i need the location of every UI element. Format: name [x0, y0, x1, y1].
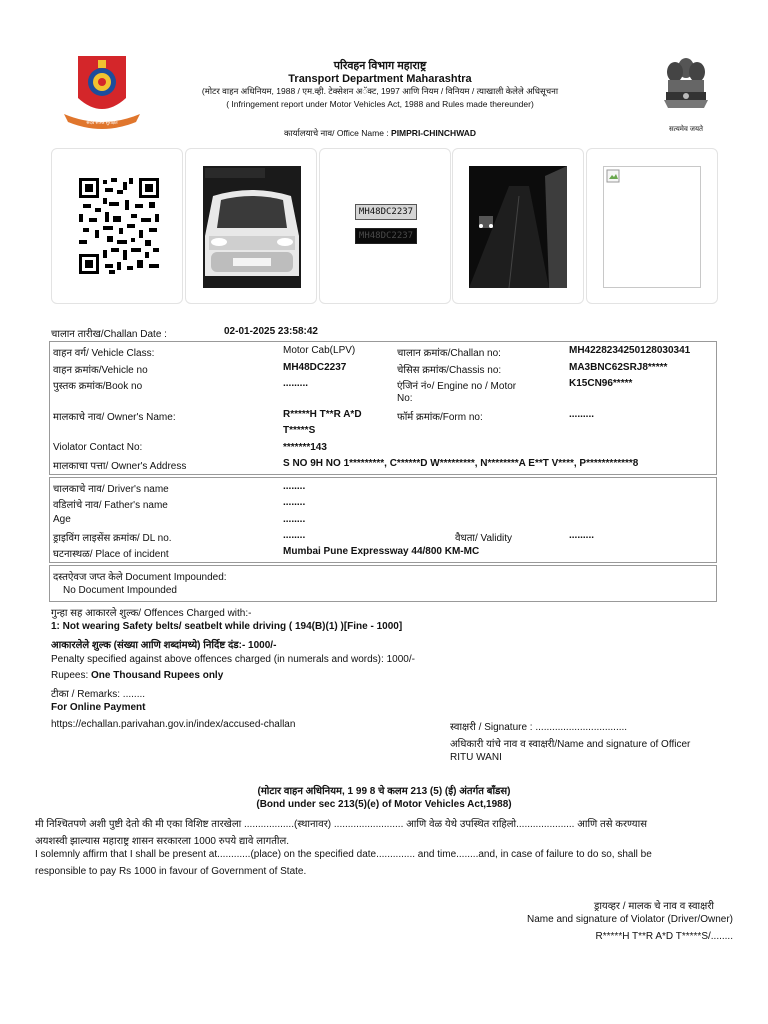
bond-line-2: अयशस्वी झाल्यास महाराष्ट्र शासन सरकारला 1000 रुपये द्यावे लागतील.	[35, 836, 290, 847]
owner-name-value: R*****H T**R A*D	[283, 409, 362, 420]
fee-marathi: आकारलेले शुल्क (संख्या आणि शब्दांमध्ये) निर्दिष्ट दंड:- 1000/-	[51, 640, 277, 651]
father-name-label: वडिलांचे नाव/ Father's name	[53, 500, 168, 511]
documents-value: No Document Impounded	[63, 585, 177, 596]
owner-name-label: मालकाचे नाव/ Owner's Name:	[53, 412, 176, 423]
broken-image-icon	[606, 169, 620, 183]
vehicle-photo-card	[185, 148, 317, 304]
bond-line-1: मी निश्चितपणे अशी पुष्टी देतो की मी एका विशिष्ट तारखेला ..................(स्थानावर) ......................... आणि वेळ येथे उपस्थित राहिलो..................... आणि तसे करण्यास	[35, 819, 647, 830]
form-no-label: फॉर्म क्रमांक/Form no:	[397, 412, 483, 423]
violator-label-english: Name and signature of Violator (Driver/Owner)	[526, 914, 733, 925]
engine-label: एंजिनं नं०/ Engine no / Motor	[397, 381, 517, 392]
qr-card	[51, 148, 183, 304]
owner-name-value-cont: T*****S	[283, 425, 316, 436]
rupees-label: Rupees:	[51, 670, 89, 681]
vehicle-details-box	[49, 341, 717, 475]
rupees-line	[51, 670, 223, 681]
plate-image-dark: MH48DC2237	[355, 228, 417, 244]
driver-name-label: चालकाचे नाव/ Driver's name	[53, 484, 169, 495]
officer-name-value: RITU WANI	[450, 752, 502, 763]
offences-label: गुन्हा सह आकारले शुल्क/ Offences Charged with:-	[51, 608, 252, 619]
vehicle-class-label: वाहन वर्ग/ Vehicle Class:	[53, 348, 155, 359]
engine-value: K15CN96*****	[569, 378, 633, 389]
vehicle-no-value: MH48DC2237	[283, 362, 347, 373]
place-label: घटनास्थळ/ Place of incident	[53, 549, 169, 560]
bond-line-4: responsible to pay Rs 1000 in favour of Government of State.	[35, 866, 307, 877]
office-line	[150, 128, 610, 139]
officer-name-label: अधिकारी यांचे नाव व स्वाक्षरी/Name and signature of Officer	[450, 739, 691, 750]
chassis-value: MA3BNC62SRJ8*****	[569, 362, 668, 373]
address-value: S NO 9H NO 1*********, C******D W*********, N********A E**T V****, P************8	[283, 458, 639, 469]
dept-logo-text: सदैव सज्ज सुरक्षित	[86, 120, 118, 125]
online-payment-link[interactable]: https://echallan.parivahan.gov.in/index/accused-challan	[51, 719, 296, 730]
road-photo	[469, 166, 567, 288]
subtitle-english: ( Infringement report under Motor Vehicles Act, 1988 and Rules made thereunder)	[226, 99, 534, 109]
penalty-text: Penalty specified against above offences charged (in numerals and words): 1000/-	[51, 654, 415, 665]
plate-card	[319, 148, 451, 304]
qr-code	[79, 178, 159, 274]
documents-label: दस्तऐवज जप्त केले Document Impounded:	[53, 572, 227, 583]
bond-title-english: (Bond under sec 213(5)(e) of Motor Vehicles Act,1988)	[256, 799, 512, 810]
department-logo	[60, 52, 144, 130]
remarks-text: टीका / Remarks: ........	[51, 689, 146, 700]
offence-item: 1: Not wearing Safety belts/ seatbelt while driving ( 194(B)(1) )[Fine - 1000]	[51, 621, 403, 632]
validity-value: .........	[569, 530, 595, 541]
vehicle-no-label: वाहन क्रमांक/Vehicle no	[53, 365, 148, 376]
online-payment-label: For Online Payment	[51, 702, 146, 713]
chassis-label: चेसिस क्रमांक/Chassis no:	[397, 365, 502, 376]
title-marathi: परिवहन विभाग महाराष्ट्र	[333, 60, 427, 72]
vehicle-photo	[203, 166, 301, 288]
national-emblem	[656, 50, 716, 134]
contact-value: *******143	[283, 442, 327, 453]
rupees-value: One Thousand Rupees only	[91, 670, 224, 681]
address-label: मालकाचा पत्ता/ Owner's Address	[53, 461, 187, 472]
emblem-motto: सत्यमेव जयते	[668, 126, 704, 133]
place-value: Mumbai Pune Expressway 44/800 KM-MC	[283, 546, 480, 557]
dl-value: ........	[283, 530, 306, 541]
form-no-value: .........	[569, 409, 595, 420]
father-name-value: ........	[283, 497, 306, 508]
challan-date-value: 02-01-2025 23:58:42	[224, 326, 318, 337]
plate-image-clear: MH48DC2237	[355, 204, 417, 220]
vehicle-class-value: Motor Cab(LPV)	[283, 345, 356, 356]
driver-name-value: ........	[283, 481, 306, 492]
contact-label: Violator Contact No:	[53, 442, 143, 453]
validity-label: वैधता/ Validity	[455, 533, 513, 544]
missing-image-card	[586, 148, 718, 304]
challan-no-label: चालान क्रमांक/Challan no:	[397, 348, 501, 359]
documents-box	[49, 565, 717, 602]
violator-label-marathi: ड्रायव्हर / मालक चे नाव व स्वाक्षरी	[593, 901, 714, 912]
broken-image-placeholder	[603, 166, 701, 288]
bond-line-3: I solemnly affirm that I shall be present at............(place) on the specified date.............. and time........and, in case of failure to do so, shall be	[35, 849, 652, 860]
age-label: Age	[53, 514, 71, 525]
driver-details-box	[49, 477, 717, 563]
title-english: Transport Department Maharashtra	[288, 73, 472, 85]
age-value: ........	[283, 514, 306, 525]
office-name: PIMPRI-CHINCHWAD	[391, 128, 477, 138]
challan-date-label: चालान तारीख/Challan Date :	[51, 329, 167, 340]
engine-label-cont: No:	[397, 393, 413, 404]
office-label: कार्यालयाचे नाव/ Office Name :	[283, 128, 389, 138]
road-photo-card	[452, 148, 584, 304]
dl-label: ड्राइविंग लाइसेंस क्रमांक/ DL no.	[53, 533, 172, 544]
subtitle-marathi: (मोटर वाहन अधिनियम, 1988 / एम.व्ही. टेक्सेशन अॅक्ट, 1997 आणि नियम / विनियम / त्याखाली केलेले अधिसूचना	[201, 86, 559, 96]
violator-value: R*****H T**R A*D T*****S/........	[595, 931, 733, 942]
challan-no-value: MH4228234250128030341	[569, 345, 691, 356]
bond-title-marathi: (मोटार वाहन अधिनियम, 1 99 8 चे कलम 213 (5) (ई) अंतर्गत बॉंडस)	[257, 786, 511, 797]
book-label: पुस्तक क्रमांक/Book no	[53, 381, 143, 392]
book-value: .........	[283, 378, 309, 389]
officer-signature: स्वाक्षरी / Signature : .................................	[450, 722, 628, 733]
